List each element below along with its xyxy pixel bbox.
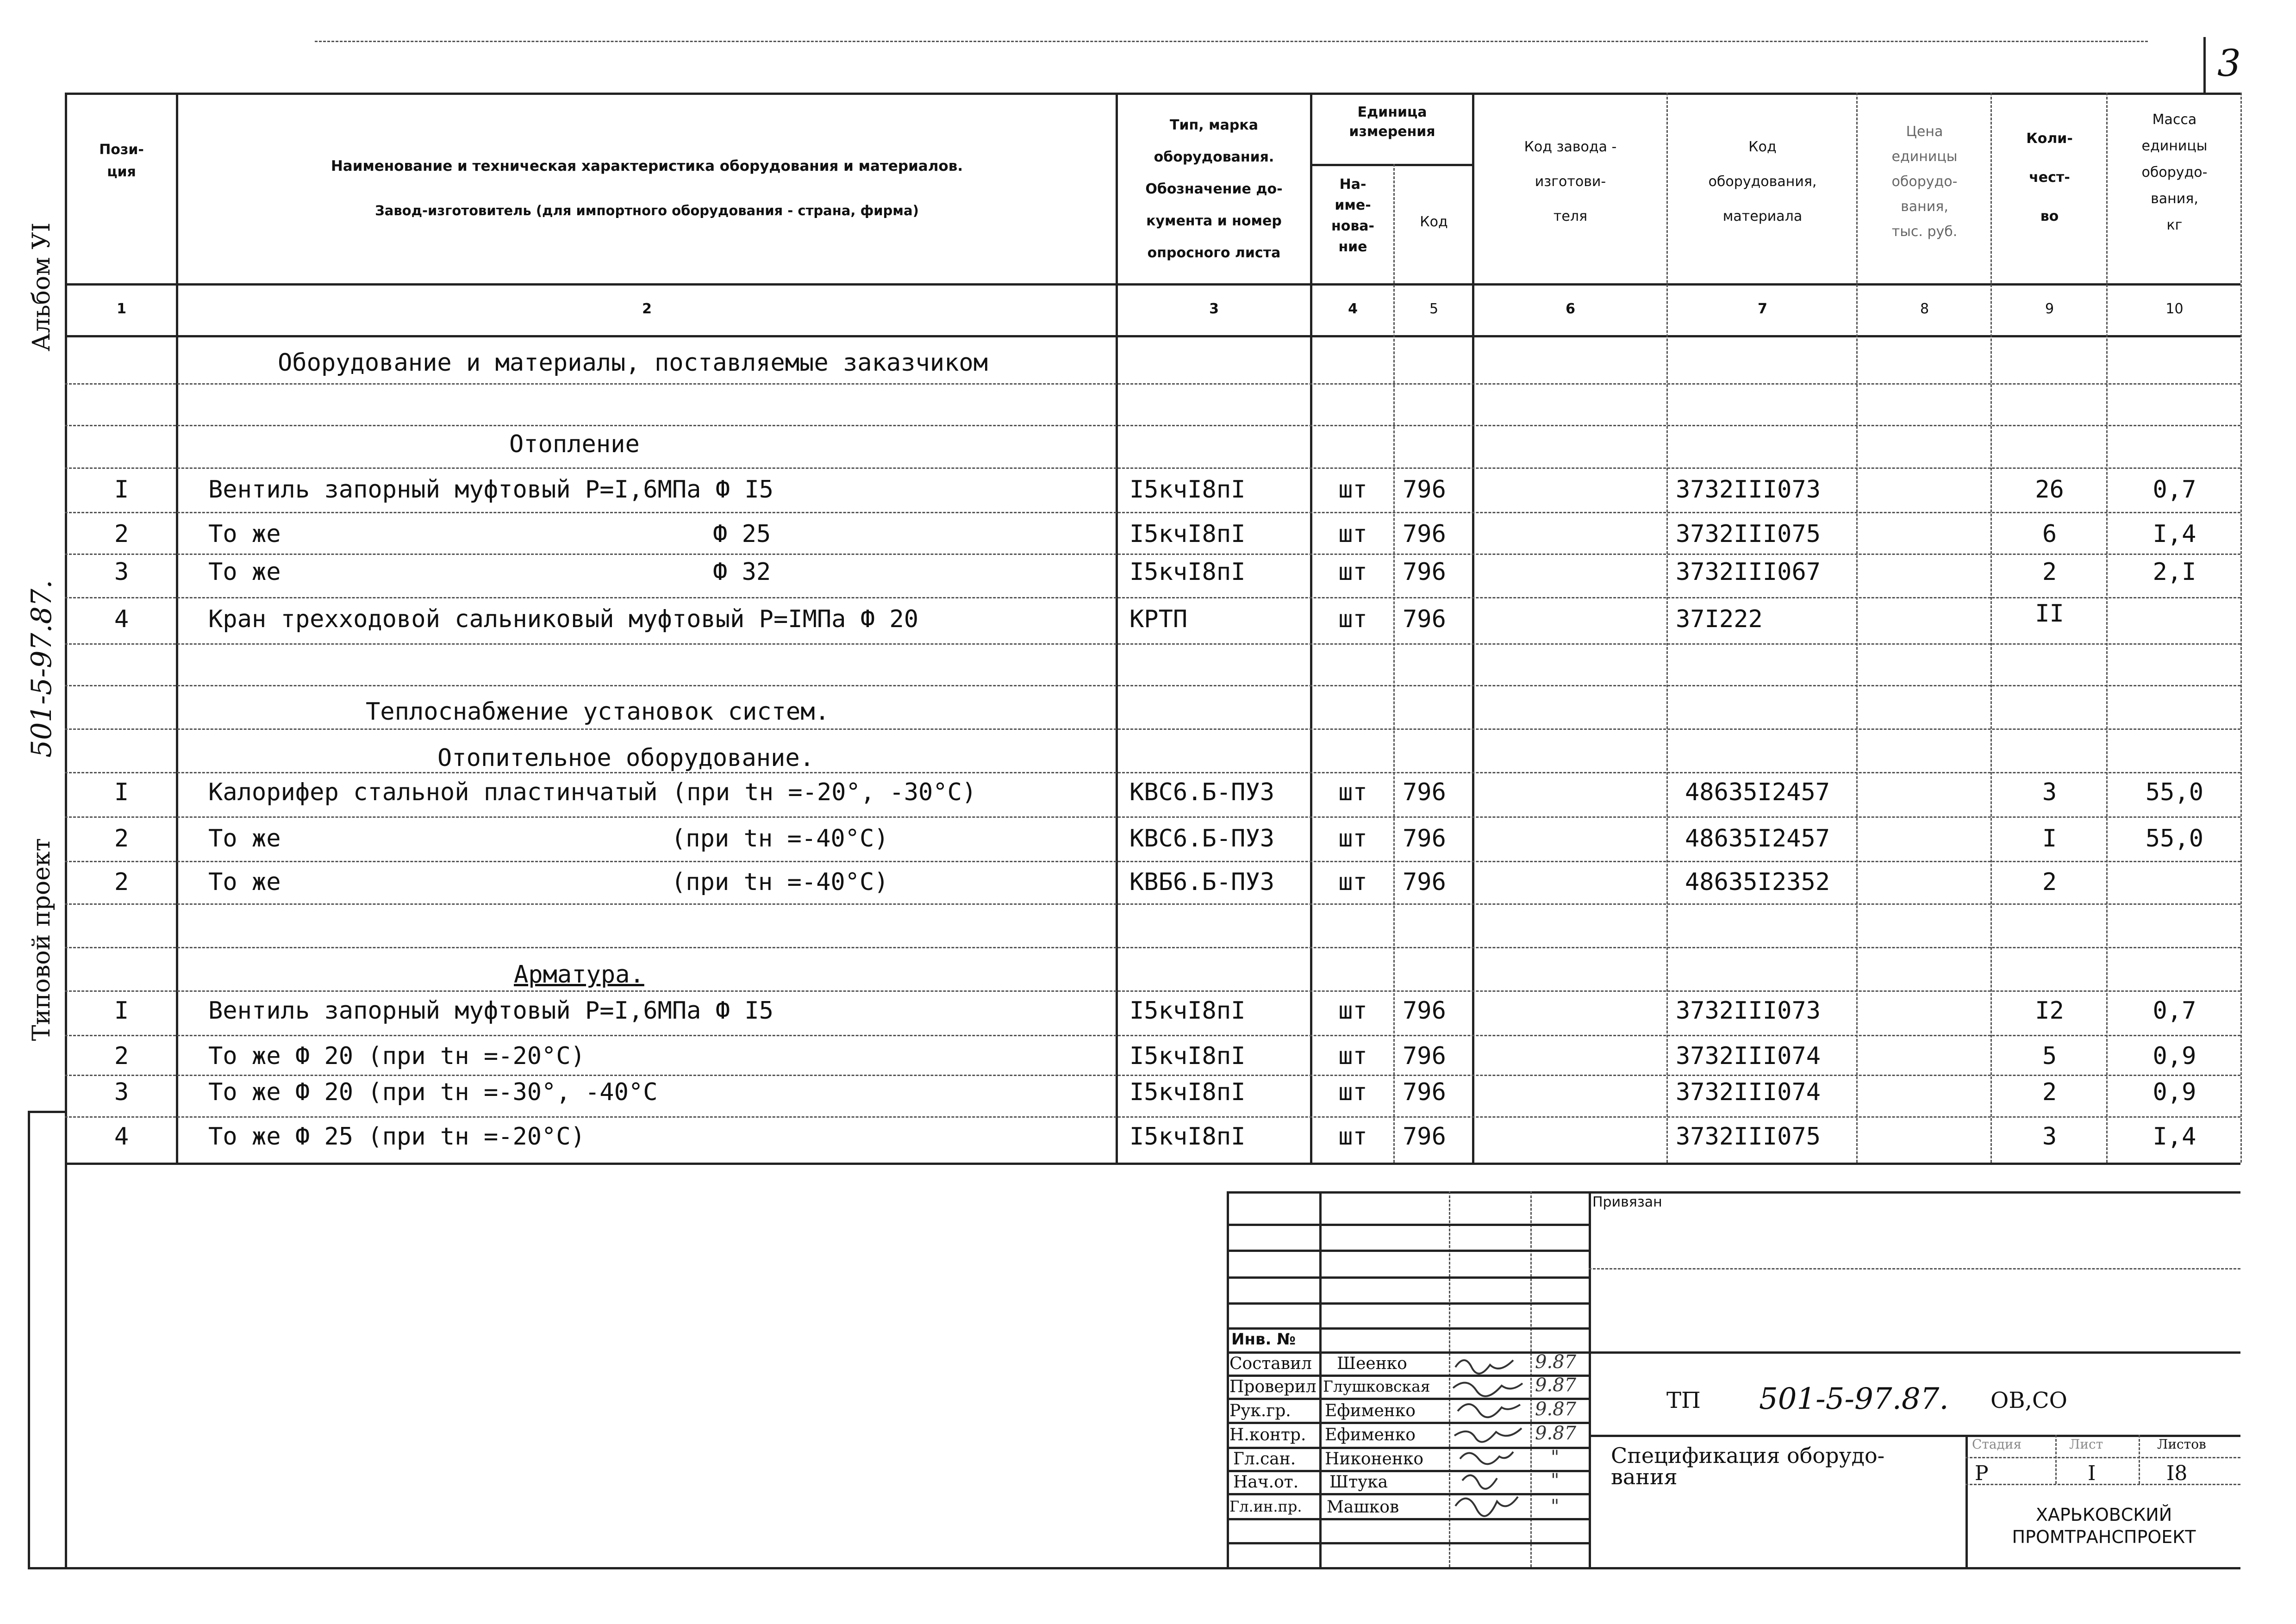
bound-label: Привязан <box>1592 1194 1662 1210</box>
cell-name: То же <box>208 558 281 586</box>
cell-position: 4 <box>114 1123 129 1151</box>
person-name: Ефименко <box>1325 1425 1416 1444</box>
cell-name-suffix: Ф 32 <box>713 558 771 586</box>
cell-material-code: 48635I2352 <box>1685 868 1830 896</box>
signature-date: " <box>1551 1496 1560 1517</box>
signatures-image <box>1451 1353 1529 1543</box>
sheet-label: Лист <box>2069 1437 2103 1452</box>
cell-unit-code: 796 <box>1403 1042 1446 1070</box>
side-label-code: 501-5-97.87. <box>25 579 58 758</box>
person-name: Шеенко <box>1337 1354 1407 1373</box>
cell-quantity: 3 <box>2042 778 2057 806</box>
cell-quantity: II <box>2035 600 2064 628</box>
cell-unit-code: 796 <box>1403 1078 1446 1106</box>
person-name: Машков <box>1327 1498 1399 1517</box>
cell-position: 4 <box>114 605 129 633</box>
signature-date: " <box>1551 1447 1560 1468</box>
cell-mass: 55,0 <box>2145 778 2204 806</box>
signature-date: 9.87 <box>1535 1399 1577 1420</box>
inventory-label: Инв. № <box>1231 1330 1296 1349</box>
header-unit-group: Единица измерения <box>1349 104 1435 140</box>
cell-unit-code: 796 <box>1403 1123 1446 1151</box>
header-quantity: Коли- чест- во <box>2026 131 2073 224</box>
cell-position: 3 <box>114 1078 129 1106</box>
signature-date: 9.87 <box>1535 1351 1577 1373</box>
cell-material-code: 3732III073 <box>1676 997 1821 1025</box>
cell-unit: шт <box>1338 997 1367 1025</box>
cell-position: 2 <box>114 520 129 548</box>
column-number: 1 <box>117 301 126 317</box>
cell-name: Кран трехходовой сальниковый муфтовый Р=IМПа Ф 20 <box>208 605 919 633</box>
side-label-album: Альбом УI <box>28 222 56 352</box>
column-number: 2 <box>642 301 652 317</box>
cell-name: То же <box>208 825 281 852</box>
cell-quantity: 26 <box>2035 476 2064 504</box>
header-type: Тип, марка оборудования. Обозначение до- кумента и номер опросного листа <box>1145 117 1283 261</box>
signature-date: 9.87 <box>1535 1423 1577 1444</box>
cell-position: 2 <box>114 868 129 896</box>
cell-name: То же Ф 20 (при tн =-20°С) <box>208 1042 585 1070</box>
cell-mass: 0,9 <box>2152 1078 2196 1106</box>
cell-unit: шт <box>1338 868 1367 896</box>
cell-position: I <box>114 476 129 504</box>
cell-unit-code: 796 <box>1403 997 1446 1025</box>
organization-name: ХАРЬКОВСКИЙ ПРОМТРАНСПРОЕКТ <box>2012 1505 2196 1547</box>
cell-type: I5кчI8пI <box>1129 1042 1246 1070</box>
role-label: Гл.ин.пр. <box>1229 1498 1302 1515</box>
section-title-main: Оборудование и материалы, поставляемые заказчиком <box>278 349 988 377</box>
cell-name: Вентиль запорный муфтовый Р=I,6МПа Ф I5 <box>208 997 774 1025</box>
cell-unit: шт <box>1338 1123 1367 1151</box>
header-material-code: Код оборудования, материала <box>1708 139 1817 224</box>
role-label: Н.контр. <box>1229 1425 1306 1444</box>
cell-unit: шт <box>1338 605 1367 633</box>
cell-material-code: 3732III073 <box>1676 476 1821 504</box>
cell-type: I5кчI8пI <box>1129 1078 1246 1106</box>
cell-position: I <box>114 778 129 806</box>
person-name: Никоненко <box>1325 1450 1424 1468</box>
column-number: 7 <box>1758 301 1767 317</box>
cell-mass: 0,7 <box>2152 997 2196 1025</box>
cell-position: 2 <box>114 1042 129 1070</box>
document-code: 501-5-97.87. <box>1759 1382 1949 1416</box>
cell-type: I5кчI8пI <box>1129 997 1246 1025</box>
cell-name-suffix: Ф 25 <box>713 520 771 548</box>
cell-mass: 0,9 <box>2152 1042 2196 1070</box>
person-name: Глушковская <box>1323 1377 1430 1395</box>
cell-type: КРТП <box>1129 605 1188 633</box>
header-unit-name: На- име- нова- ние <box>1331 176 1375 255</box>
cell-position: I <box>114 997 129 1025</box>
cell-name-suffix: (при tн =-40°С) <box>671 825 889 852</box>
cell-type: I5кчI8пI <box>1129 558 1246 586</box>
cell-unit-code: 796 <box>1403 520 1446 548</box>
cell-name: То же <box>208 520 281 548</box>
cell-type: I5кчI8пI <box>1129 476 1246 504</box>
cell-material-code: 3732III074 <box>1676 1078 1821 1106</box>
role-label: Гл.сан. <box>1233 1450 1296 1468</box>
cell-mass: 55,0 <box>2145 825 2204 852</box>
cell-unit-code: 796 <box>1403 868 1446 896</box>
cell-unit: шт <box>1338 778 1367 806</box>
column-number: 9 <box>2045 301 2054 317</box>
cell-unit: шт <box>1338 558 1367 586</box>
cell-type: КВБ6.Б-ПУЗ <box>1129 868 1275 896</box>
column-number: 6 <box>1566 301 1575 317</box>
cell-material-code: 3732III074 <box>1676 1042 1821 1070</box>
cell-mass: I,4 <box>2152 1123 2196 1151</box>
cell-name: То же Ф 20 (при tн =-30°, -40°С <box>208 1078 658 1106</box>
cell-name: То же <box>208 868 281 896</box>
column-number: 4 <box>1348 301 1358 317</box>
header-mass: Масса единицы оборудо- вания, кг <box>2141 112 2208 233</box>
cell-material-code: 48635I2457 <box>1685 778 1830 806</box>
sheets-value: I8 <box>2166 1462 2188 1485</box>
cell-mass: I,4 <box>2152 520 2196 548</box>
person-name: Штука <box>1329 1473 1388 1492</box>
section-title-equipment: Отопительное оборудование. <box>437 744 814 772</box>
column-number: 10 <box>2165 301 2184 317</box>
header-position: Пози- ция <box>99 142 144 180</box>
signature-date: 9.87 <box>1535 1375 1577 1396</box>
cell-unit: шт <box>1338 520 1367 548</box>
cell-name: Калорифер стальной пластинчатый (при tн =-20°, -30°С) <box>208 778 977 806</box>
role-label: Нач.от. <box>1233 1473 1299 1492</box>
side-label-project: Типовой проект <box>28 838 56 1041</box>
cell-type: I5кчI8пI <box>1129 1123 1246 1151</box>
cell-unit: шт <box>1338 1042 1367 1070</box>
cell-unit-code: 796 <box>1403 558 1446 586</box>
header-factory-code: Код завода - изготови- теля <box>1524 139 1617 224</box>
column-number: 8 <box>1920 301 1929 317</box>
cell-type: КВС6.Б-ПУЗ <box>1129 825 1275 852</box>
sheets-label: Листов <box>2157 1437 2206 1452</box>
cell-quantity: 2 <box>2042 868 2057 896</box>
section-title-fittings: Арматура. <box>514 961 644 989</box>
cell-name-suffix: (при tн =-40°С) <box>671 868 889 896</box>
role-label: Проверил <box>1229 1377 1316 1396</box>
cell-unit-code: 796 <box>1403 825 1446 852</box>
sheet-value: I <box>2088 1462 2096 1485</box>
cell-type: I5кчI8пI <box>1129 520 1246 548</box>
cell-quantity: 6 <box>2042 520 2057 548</box>
cell-unit-code: 796 <box>1403 605 1446 633</box>
document-prefix: ТП <box>1666 1388 1701 1413</box>
cell-unit: шт <box>1338 476 1367 504</box>
cell-material-code: 37I222 <box>1676 605 1763 633</box>
cell-quantity: 2 <box>2042 558 2057 586</box>
header-name: Наименование и техническая характеристика оборудования и материалов. Завод-изготовитель (для импортного оборудования - страна, фирма) <box>331 158 963 219</box>
cell-material-code: 48635I2457 <box>1685 825 1830 852</box>
cell-unit: шт <box>1338 1078 1367 1106</box>
column-number: 3 <box>1209 301 1219 317</box>
section-title-supply: Теплоснабжение установок систем. <box>366 698 830 726</box>
stage-value: Р <box>1975 1462 1989 1485</box>
cell-quantity: 2 <box>2042 1078 2057 1106</box>
page-number: 3 <box>2217 42 2241 85</box>
cell-type: КВС6.Б-ПУЗ <box>1129 778 1275 806</box>
cell-quantity: I2 <box>2035 997 2064 1025</box>
cell-name: Вентиль запорный муфтовый Р=I,6МПа Ф I5 <box>208 476 774 504</box>
section-title-heating: Отопление <box>509 430 640 458</box>
cell-material-code: 3732III067 <box>1676 558 1821 586</box>
cell-position: 3 <box>114 558 129 586</box>
header-price: Цена единицы оборудо- вания, тыс. руб. <box>1891 124 1958 240</box>
cell-name: То же Ф 25 (при tн =-20°С) <box>208 1123 585 1151</box>
cell-material-code: 3732III075 <box>1676 1123 1821 1151</box>
cell-material-code: 3732III075 <box>1676 520 1821 548</box>
cell-mass: 0,7 <box>2152 476 2196 504</box>
cell-unit-code: 796 <box>1403 476 1446 504</box>
cell-quantity: 5 <box>2042 1042 2057 1070</box>
cell-quantity: 3 <box>2042 1123 2057 1151</box>
role-label: Составил <box>1229 1354 1312 1373</box>
person-name: Ефименко <box>1325 1401 1416 1420</box>
header-unit-code: Код <box>1420 214 1448 230</box>
cell-mass: 2,I <box>2152 558 2196 586</box>
stage-label: Стадия <box>1972 1437 2022 1452</box>
cell-quantity: I <box>2042 825 2057 852</box>
cell-unit: шт <box>1338 825 1367 852</box>
cell-position: 2 <box>114 825 129 852</box>
cell-unit-code: 796 <box>1403 778 1446 806</box>
role-label: Рук.гр. <box>1229 1401 1291 1420</box>
document-suffix: ОВ,СО <box>1990 1388 2067 1413</box>
signature-date: " <box>1551 1470 1560 1491</box>
document-title: Спецификация оборудо-вания <box>1611 1443 1885 1489</box>
column-number: 5 <box>1429 301 1439 317</box>
